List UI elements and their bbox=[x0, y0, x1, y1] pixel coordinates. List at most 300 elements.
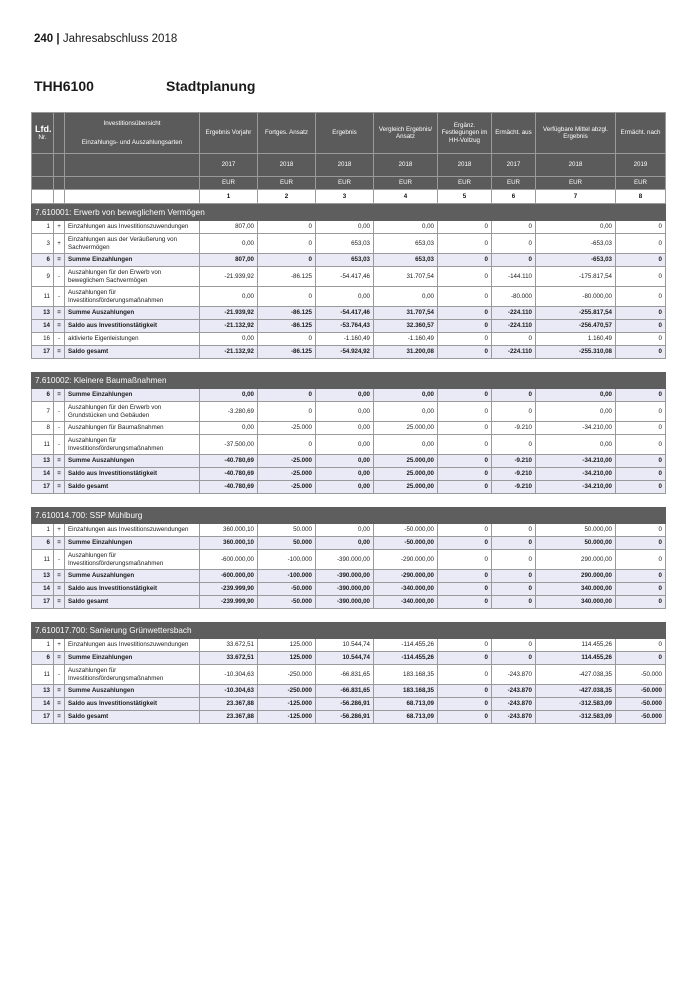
value-cell: 23.367,88 bbox=[200, 698, 258, 711]
value-cell: 68.713,09 bbox=[374, 698, 438, 711]
value-cell: 0 bbox=[438, 698, 492, 711]
value-cell: 0,00 bbox=[374, 287, 438, 307]
column-year: 2019 bbox=[616, 154, 666, 177]
value-cell: -1.160,49 bbox=[316, 333, 374, 346]
value-cell: 114.455,26 bbox=[536, 652, 616, 665]
value-cell: -100.000 bbox=[258, 550, 316, 570]
value-cell: 0 bbox=[616, 550, 666, 570]
value-cell: 31.707,54 bbox=[374, 267, 438, 287]
value-cell: 0 bbox=[438, 307, 492, 320]
value-cell: 0,00 bbox=[200, 287, 258, 307]
value-cell: 0 bbox=[258, 287, 316, 307]
value-cell: -340.000,00 bbox=[374, 596, 438, 609]
value-cell: -390.000,00 bbox=[316, 583, 374, 596]
table-row bbox=[32, 287, 666, 307]
value-cell: -312.583,09 bbox=[536, 711, 616, 724]
value-cell: 0 bbox=[616, 524, 666, 537]
header-row-years bbox=[32, 154, 666, 177]
row-number: 6 bbox=[32, 537, 54, 550]
row-label: Summe Auszahlungen bbox=[65, 455, 200, 468]
value-cell: 0 bbox=[438, 685, 492, 698]
group-header bbox=[32, 373, 666, 389]
section-code: THH6100 bbox=[34, 78, 94, 94]
value-cell: -3.280,69 bbox=[200, 402, 258, 422]
nr-label: Nr. bbox=[38, 134, 47, 142]
value-cell: -239.999,90 bbox=[200, 596, 258, 609]
row-number: 6 bbox=[32, 389, 54, 402]
group-title: 7.610014.700: SSP Mühlburg bbox=[32, 508, 666, 524]
row-number: 11 bbox=[32, 435, 54, 455]
value-cell: 0,00 bbox=[200, 422, 258, 435]
column-number: 5 bbox=[438, 190, 492, 204]
value-cell: -290.000,00 bbox=[374, 570, 438, 583]
value-cell: 0 bbox=[438, 481, 492, 494]
column-year: 2018 bbox=[316, 154, 374, 177]
value-cell: 183.168,35 bbox=[374, 665, 438, 685]
value-cell: -256.470,57 bbox=[536, 320, 616, 333]
value-cell: -243.870 bbox=[492, 698, 536, 711]
value-cell: -290.000,00 bbox=[374, 550, 438, 570]
value-cell: -40.780,69 bbox=[200, 468, 258, 481]
value-cell: 0,00 bbox=[316, 524, 374, 537]
value-cell: 0 bbox=[438, 267, 492, 287]
value-cell: 653,03 bbox=[374, 234, 438, 254]
row-label: Summe Einzahlungen bbox=[65, 389, 200, 402]
column-title: Ergänz. Festlegungen im HH-Vollzug bbox=[438, 113, 492, 154]
column-title: Ergebnis Vorjahr bbox=[200, 113, 258, 154]
column-title: Vergleich Ergebnis/ Ansatz bbox=[374, 113, 438, 154]
value-cell: -10.304,63 bbox=[200, 665, 258, 685]
value-cell: 0 bbox=[438, 435, 492, 455]
row-operator: = bbox=[54, 389, 65, 402]
value-cell: 0 bbox=[258, 435, 316, 455]
value-cell: 0 bbox=[438, 422, 492, 435]
op-header bbox=[54, 113, 65, 154]
blank-cell bbox=[65, 177, 200, 190]
row-operator: - bbox=[54, 665, 65, 685]
row-operator: - bbox=[54, 550, 65, 570]
value-cell: -34.210,00 bbox=[536, 468, 616, 481]
value-cell: -86.125 bbox=[258, 320, 316, 333]
value-cell: 0 bbox=[616, 435, 666, 455]
row-number: 14 bbox=[32, 468, 54, 481]
column-number: 8 bbox=[616, 190, 666, 204]
row-operator: = bbox=[54, 481, 65, 494]
row-number: 3 bbox=[32, 234, 54, 254]
row-operator: = bbox=[54, 570, 65, 583]
value-cell: 0 bbox=[258, 254, 316, 267]
table-row bbox=[32, 524, 666, 537]
row-operator: = bbox=[54, 320, 65, 333]
column-title: Fortges. Ansatz bbox=[258, 113, 316, 154]
value-cell: 0,00 bbox=[316, 455, 374, 468]
sum-row bbox=[32, 698, 666, 711]
sum-row bbox=[32, 481, 666, 494]
value-cell: 0 bbox=[258, 221, 316, 234]
value-cell: 0 bbox=[438, 346, 492, 359]
value-cell: 0,00 bbox=[374, 389, 438, 402]
row-number: 9 bbox=[32, 267, 54, 287]
sum-row bbox=[32, 583, 666, 596]
value-cell: 0,00 bbox=[316, 287, 374, 307]
value-cell: 114.455,26 bbox=[536, 639, 616, 652]
row-operator: = bbox=[54, 711, 65, 724]
column-title: Verfügbare Mittel abzgl. Ergebnis bbox=[536, 113, 616, 154]
value-cell: 807,00 bbox=[200, 221, 258, 234]
row-operator: - bbox=[54, 422, 65, 435]
row-operator: + bbox=[54, 221, 65, 234]
group-title: 7.610001: Erwerb von beweglichem Vermögen bbox=[32, 205, 666, 221]
row-number: 14 bbox=[32, 320, 54, 333]
investment-table bbox=[31, 112, 666, 724]
row-number: 11 bbox=[32, 665, 54, 685]
table-row bbox=[32, 333, 666, 346]
value-cell: 0,00 bbox=[316, 422, 374, 435]
value-cell: 653,03 bbox=[316, 254, 374, 267]
row-operator: = bbox=[54, 254, 65, 267]
page-header bbox=[34, 33, 177, 45]
value-cell: 50.000 bbox=[258, 537, 316, 550]
value-cell: -56.286,91 bbox=[316, 698, 374, 711]
blank-cell bbox=[54, 177, 65, 190]
value-cell: -390.000,00 bbox=[316, 570, 374, 583]
row-operator: = bbox=[54, 698, 65, 711]
value-cell: 0 bbox=[438, 652, 492, 665]
value-cell: 0 bbox=[492, 435, 536, 455]
value-cell: 25.000,00 bbox=[374, 455, 438, 468]
row-number: 1 bbox=[32, 524, 54, 537]
value-cell: 653,03 bbox=[374, 254, 438, 267]
row-label: Saldo aus Investitionstätigkeit bbox=[65, 698, 200, 711]
column-title: Ermächt. aus bbox=[492, 113, 536, 154]
value-cell: -9.210 bbox=[492, 468, 536, 481]
value-cell: -239.999,90 bbox=[200, 583, 258, 596]
value-cell: 0 bbox=[616, 389, 666, 402]
row-label: Summe Einzahlungen bbox=[65, 254, 200, 267]
value-cell: -50.000 bbox=[616, 685, 666, 698]
row-operator: - bbox=[54, 333, 65, 346]
row-number: 13 bbox=[32, 455, 54, 468]
value-cell: 0,00 bbox=[374, 221, 438, 234]
value-cell: 33.672,51 bbox=[200, 652, 258, 665]
value-cell: 0 bbox=[438, 711, 492, 724]
row-operator: = bbox=[54, 652, 65, 665]
value-cell: 0 bbox=[616, 652, 666, 665]
value-cell: 0 bbox=[492, 389, 536, 402]
value-cell: 0 bbox=[438, 468, 492, 481]
value-cell: 25.000,00 bbox=[374, 468, 438, 481]
value-cell: -80.000,00 bbox=[536, 287, 616, 307]
value-cell: -427.038,35 bbox=[536, 685, 616, 698]
row-operator: = bbox=[54, 583, 65, 596]
column-number-row bbox=[32, 190, 666, 204]
value-cell: -50.000,00 bbox=[374, 537, 438, 550]
row-label: Summe Auszahlungen bbox=[65, 570, 200, 583]
row-label: Auszahlungen für Investitionsförderungsmaßnahmen bbox=[65, 550, 200, 570]
row-number: 13 bbox=[32, 570, 54, 583]
value-cell: -66.831,65 bbox=[316, 665, 374, 685]
column-unit: EUR bbox=[374, 177, 438, 190]
table-row bbox=[32, 267, 666, 287]
value-cell: 0,00 bbox=[536, 221, 616, 234]
column-title: Ergebnis bbox=[316, 113, 374, 154]
value-cell: 0 bbox=[492, 234, 536, 254]
column-number: 2 bbox=[258, 190, 316, 204]
group-header bbox=[32, 205, 666, 221]
value-cell: 0 bbox=[438, 665, 492, 685]
value-cell: 0 bbox=[492, 596, 536, 609]
value-cell: -250.000 bbox=[258, 665, 316, 685]
value-cell: -54.924,92 bbox=[316, 346, 374, 359]
table-row bbox=[32, 550, 666, 570]
value-cell: 0 bbox=[438, 455, 492, 468]
row-label: Saldo gesamt bbox=[65, 346, 200, 359]
row-operator: = bbox=[54, 307, 65, 320]
value-cell: 125.000 bbox=[258, 652, 316, 665]
column-unit: EUR bbox=[616, 177, 666, 190]
row-operator: = bbox=[54, 468, 65, 481]
value-cell: 0 bbox=[492, 639, 536, 652]
row-number: 6 bbox=[32, 254, 54, 267]
value-cell: 360.000,10 bbox=[200, 537, 258, 550]
sum-row bbox=[32, 570, 666, 583]
value-cell: 0 bbox=[616, 254, 666, 267]
header-row-titles bbox=[32, 113, 666, 154]
blank-cell bbox=[32, 154, 54, 177]
row-operator: = bbox=[54, 596, 65, 609]
row-number: 17 bbox=[32, 596, 54, 609]
value-cell: 50.000,00 bbox=[536, 524, 616, 537]
value-cell: 0 bbox=[616, 639, 666, 652]
value-cell: 0 bbox=[438, 402, 492, 422]
value-cell: 360.000,10 bbox=[200, 524, 258, 537]
column-number: 1 bbox=[200, 190, 258, 204]
value-cell: -34.210,00 bbox=[536, 481, 616, 494]
value-cell: 32.360,57 bbox=[374, 320, 438, 333]
value-cell: 0 bbox=[438, 583, 492, 596]
column-year: 2017 bbox=[200, 154, 258, 177]
value-cell: 0 bbox=[492, 402, 536, 422]
value-cell: 1.160,49 bbox=[536, 333, 616, 346]
value-cell: 0 bbox=[438, 320, 492, 333]
value-cell: 0 bbox=[616, 481, 666, 494]
value-cell: 31.200,08 bbox=[374, 346, 438, 359]
value-cell: -66.831,65 bbox=[316, 685, 374, 698]
value-cell: -9.210 bbox=[492, 481, 536, 494]
overview-subtitle: Einzahlungs- und Auszahlungsarten bbox=[81, 139, 183, 146]
row-number: 17 bbox=[32, 481, 54, 494]
value-cell: 50.000 bbox=[258, 524, 316, 537]
sum-row bbox=[32, 307, 666, 320]
sum-row bbox=[32, 652, 666, 665]
row-number: 17 bbox=[32, 346, 54, 359]
value-cell: -86.125 bbox=[258, 307, 316, 320]
sum-row bbox=[32, 346, 666, 359]
value-cell: -86.125 bbox=[258, 346, 316, 359]
value-cell: 0 bbox=[616, 346, 666, 359]
value-cell: 0 bbox=[438, 333, 492, 346]
row-label: Saldo aus Investitionstätigkeit bbox=[65, 468, 200, 481]
value-cell: -390.000,00 bbox=[316, 596, 374, 609]
value-cell: 0 bbox=[616, 287, 666, 307]
value-cell: 23.367,88 bbox=[200, 711, 258, 724]
column-year: 2018 bbox=[536, 154, 616, 177]
value-cell: -224.110 bbox=[492, 320, 536, 333]
value-cell: 0 bbox=[492, 333, 536, 346]
row-label: Auszahlungen für den Erwerb von beweglichem Sachvermögen bbox=[65, 267, 200, 287]
row-number: 14 bbox=[32, 583, 54, 596]
lfd-label: Lfd. bbox=[35, 124, 52, 135]
row-label: Summe Einzahlungen bbox=[65, 537, 200, 550]
value-cell: -312.583,09 bbox=[536, 698, 616, 711]
value-cell: 0 bbox=[616, 596, 666, 609]
value-cell: -175.817,54 bbox=[536, 267, 616, 287]
column-number: 3 bbox=[316, 190, 374, 204]
table-row bbox=[32, 665, 666, 685]
value-cell: 0 bbox=[492, 524, 536, 537]
value-cell: -80.000 bbox=[492, 287, 536, 307]
spacer-cell bbox=[32, 359, 666, 373]
value-cell: 340.000,00 bbox=[536, 583, 616, 596]
row-label: Saldo aus Investitionstätigkeit bbox=[65, 583, 200, 596]
value-cell: -250.000 bbox=[258, 685, 316, 698]
value-cell: 0,00 bbox=[200, 389, 258, 402]
value-cell: -340.000,00 bbox=[374, 583, 438, 596]
value-cell: 25.000,00 bbox=[374, 422, 438, 435]
value-cell: -114.455,26 bbox=[374, 639, 438, 652]
value-cell: -600.000,00 bbox=[200, 550, 258, 570]
value-cell: 0 bbox=[492, 652, 536, 665]
value-cell: 0,00 bbox=[536, 389, 616, 402]
row-label: Einzahlungen aus Investitionszuwendungen bbox=[65, 221, 200, 234]
value-cell: -653,03 bbox=[536, 254, 616, 267]
value-cell: 0 bbox=[616, 570, 666, 583]
row-operator: - bbox=[54, 402, 65, 422]
group-spacer bbox=[32, 359, 666, 373]
row-label: Saldo gesamt bbox=[65, 481, 200, 494]
value-cell: 0 bbox=[438, 570, 492, 583]
value-cell: -243.870 bbox=[492, 665, 536, 685]
column-title: Ermächt. nach bbox=[616, 113, 666, 154]
sum-row bbox=[32, 685, 666, 698]
header-row-units bbox=[32, 177, 666, 190]
row-label: Auszahlungen für Investitionsförderungsmaßnahmen bbox=[65, 435, 200, 455]
overview-title: Investitionsübersicht bbox=[103, 119, 161, 127]
value-cell: -653,03 bbox=[536, 234, 616, 254]
row-number: 1 bbox=[32, 639, 54, 652]
value-cell: 0 bbox=[616, 333, 666, 346]
column-unit: EUR bbox=[316, 177, 374, 190]
row-operator: - bbox=[54, 435, 65, 455]
value-cell: 0 bbox=[438, 596, 492, 609]
value-cell: 0 bbox=[258, 333, 316, 346]
blank-cell bbox=[54, 190, 65, 204]
overview-header bbox=[65, 113, 200, 154]
row-number: 1 bbox=[32, 221, 54, 234]
value-cell: 125.000 bbox=[258, 639, 316, 652]
group-spacer bbox=[32, 609, 666, 623]
value-cell: -54.417,46 bbox=[316, 307, 374, 320]
value-cell: 31.707,54 bbox=[374, 307, 438, 320]
value-cell: -125.000 bbox=[258, 698, 316, 711]
row-label: Auszahlungen für Investitionsförderungsmaßnahmen bbox=[65, 665, 200, 685]
value-cell: -224.110 bbox=[492, 346, 536, 359]
column-year: 2018 bbox=[438, 154, 492, 177]
value-cell: -9.210 bbox=[492, 455, 536, 468]
value-cell: 0,00 bbox=[316, 389, 374, 402]
value-cell: -34.210,00 bbox=[536, 422, 616, 435]
value-cell: 0,00 bbox=[374, 402, 438, 422]
value-cell: 0 bbox=[258, 389, 316, 402]
column-year: 2018 bbox=[258, 154, 316, 177]
group-title: 7.610017.700: Sanierung Grünwettersbach bbox=[32, 623, 666, 639]
value-cell: 0 bbox=[438, 221, 492, 234]
value-cell: 0,00 bbox=[316, 402, 374, 422]
row-label: Summe Auszahlungen bbox=[65, 307, 200, 320]
row-label: Auszahlungen für den Erwerb von Grundstücken und Gebäuden bbox=[65, 402, 200, 422]
value-cell: 0 bbox=[492, 221, 536, 234]
row-label: aktivierte Eigenleistungen bbox=[65, 333, 200, 346]
column-unit: EUR bbox=[258, 177, 316, 190]
row-operator: + bbox=[54, 524, 65, 537]
row-number: 11 bbox=[32, 550, 54, 570]
blank-cell bbox=[32, 190, 54, 204]
row-operator: - bbox=[54, 287, 65, 307]
value-cell: -25.000 bbox=[258, 481, 316, 494]
value-cell: 0 bbox=[438, 287, 492, 307]
row-label: Einzahlungen aus der Veräußerung von Sachvermögen bbox=[65, 234, 200, 254]
value-cell: 33.672,51 bbox=[200, 639, 258, 652]
value-cell: -243.870 bbox=[492, 685, 536, 698]
table-row bbox=[32, 435, 666, 455]
value-cell: -144.110 bbox=[492, 267, 536, 287]
value-cell: -125.000 bbox=[258, 711, 316, 724]
page-separator: | bbox=[56, 33, 60, 45]
table-row bbox=[32, 221, 666, 234]
row-label: Summe Einzahlungen bbox=[65, 652, 200, 665]
value-cell: -56.286,91 bbox=[316, 711, 374, 724]
value-cell: -34.210,00 bbox=[536, 455, 616, 468]
row-operator: = bbox=[54, 537, 65, 550]
value-cell: -10.304,63 bbox=[200, 685, 258, 698]
table-row bbox=[32, 402, 666, 422]
value-cell: 807,00 bbox=[200, 254, 258, 267]
value-cell: -25.000 bbox=[258, 455, 316, 468]
value-cell: -40.780,69 bbox=[200, 455, 258, 468]
value-cell: 0 bbox=[616, 468, 666, 481]
value-cell: -255.817,54 bbox=[536, 307, 616, 320]
value-cell: 0 bbox=[616, 583, 666, 596]
value-cell: 0 bbox=[492, 570, 536, 583]
row-label: Einzahlungen aus Investitionszuwendungen bbox=[65, 524, 200, 537]
column-unit: EUR bbox=[200, 177, 258, 190]
row-label: Saldo gesamt bbox=[65, 711, 200, 724]
value-cell: -50.000 bbox=[258, 596, 316, 609]
value-cell: 0 bbox=[616, 267, 666, 287]
value-cell: -9.210 bbox=[492, 422, 536, 435]
value-cell: -21.132,92 bbox=[200, 346, 258, 359]
value-cell: -50.000,00 bbox=[374, 524, 438, 537]
value-cell: 0 bbox=[616, 234, 666, 254]
value-cell: 0 bbox=[616, 320, 666, 333]
value-cell: 0 bbox=[438, 550, 492, 570]
value-cell: -427.038,35 bbox=[536, 665, 616, 685]
value-cell: 183.168,35 bbox=[374, 685, 438, 698]
group-header bbox=[32, 508, 666, 524]
row-number: 14 bbox=[32, 698, 54, 711]
row-label: Saldo gesamt bbox=[65, 596, 200, 609]
column-year: 2017 bbox=[492, 154, 536, 177]
